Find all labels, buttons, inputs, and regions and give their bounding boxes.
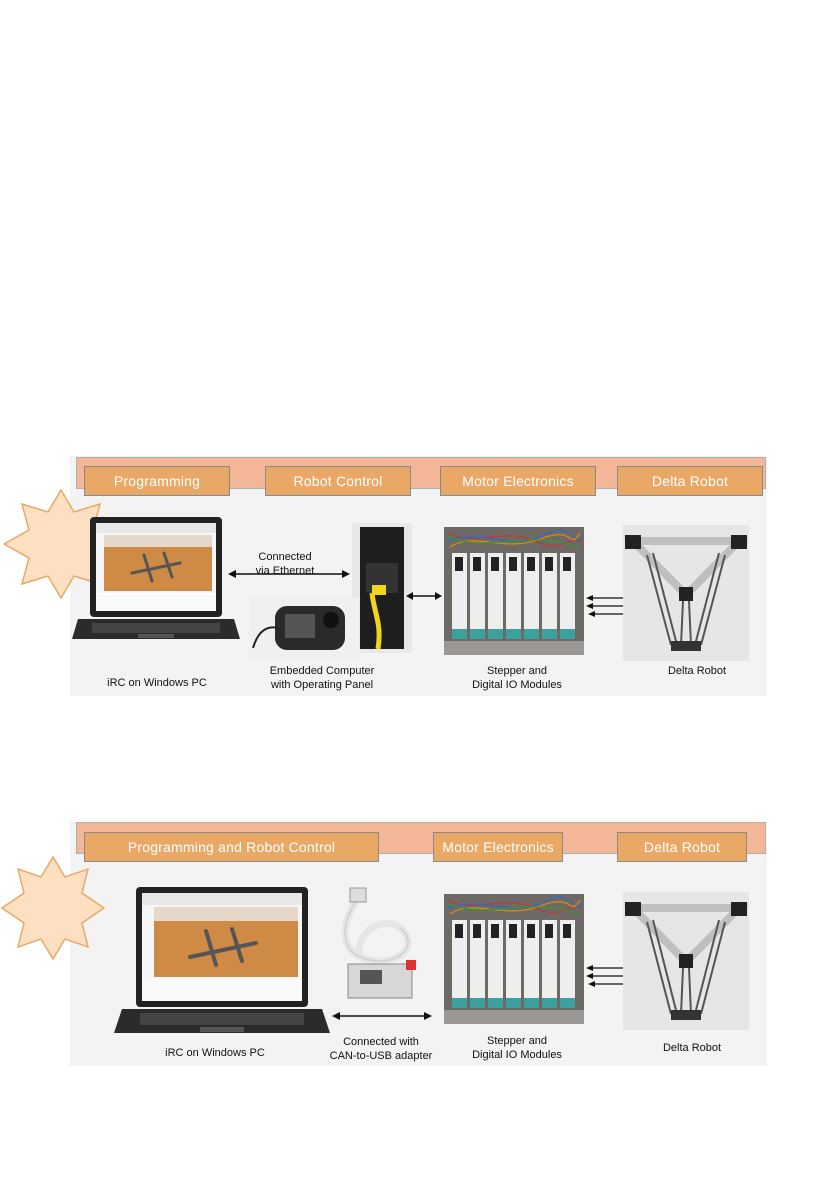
delta-robot-icon [623,525,749,661]
pc-caption-2: iRC on Windows PC [165,1047,265,1059]
can-usb-adapter-icon [330,884,430,1004]
stepper-modules-icon [444,527,584,655]
stage-tab-delta-robot-2: Delta Robot [617,832,747,862]
can-usb-caption: Connected with CAN-to-USB adapter [329,1036,433,1062]
can-usb-link-arrow [332,1010,432,1022]
delta-robot-caption: Delta Robot [667,665,727,677]
stage-tab-programming-and-robot-control: Programming and Robot Control [84,832,379,862]
stage-tab-robot-control: Robot Control [265,466,411,496]
star-badge-2 [0,855,106,961]
stage-tab-motor-electronics-2: Motor Electronics [433,832,563,862]
embedded-computer-icon [352,523,412,653]
delta-robot-caption-2: Delta Robot [662,1042,722,1054]
delta-robot-icon-2 [623,892,749,1030]
modules-caption: Stepper and Digital IO Modules [472,665,562,691]
stage-tab-delta-robot: Delta Robot [617,466,763,496]
embedded-computer-caption: Embedded Computer with Operating Panel [269,665,375,691]
laptop-icon [72,515,240,643]
pc-caption: iRC on Windows PC [107,677,207,689]
stage-tab-programming: Programming [84,466,230,496]
bus-link-arrow [406,590,442,602]
stepper-modules-icon-2 [444,894,584,1024]
modules-caption-2: Stepper and Digital IO Modules [472,1035,562,1061]
ethernet-link-label: Connected via Ethernet [255,551,315,577]
operating-panel-icon [249,598,359,658]
stage-tab-motor-electronics: Motor Electronics [440,466,596,496]
laptop-icon-2 [114,885,330,1037]
